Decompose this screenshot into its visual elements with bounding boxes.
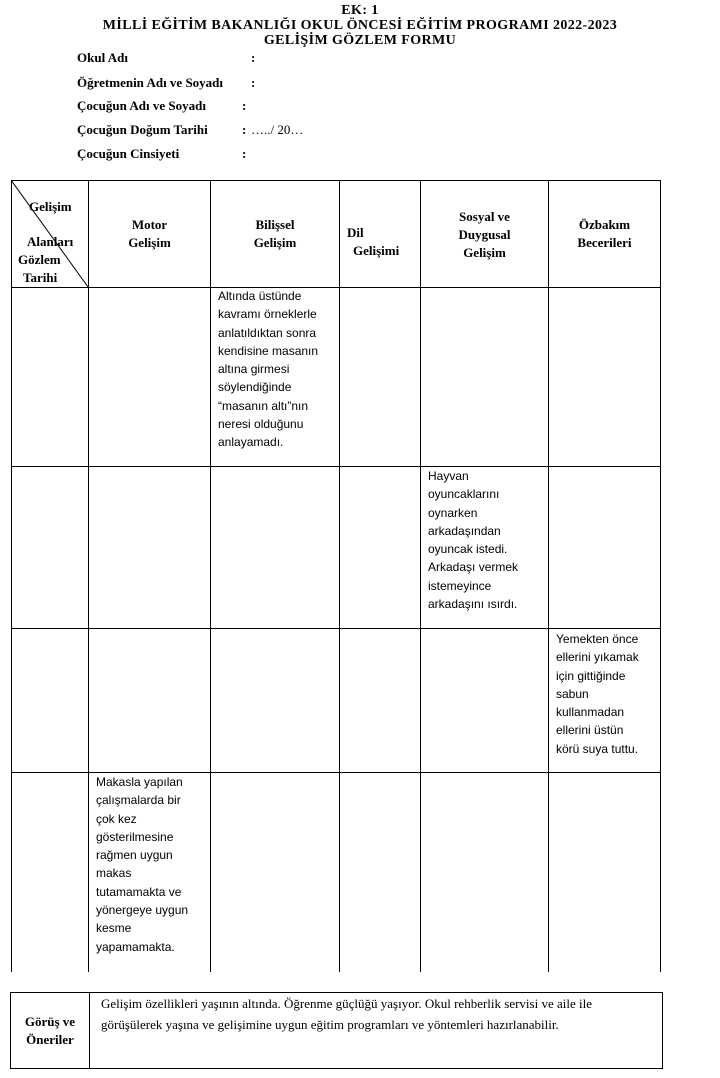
col-divider-3 [339,180,340,972]
teacher-name-colon: : [251,75,256,90]
column-header-sosyal: Sosyal ve Duygusal Gelişim [458,209,511,260]
col-divider-5 [548,180,549,972]
opinions-suggestions-label: Görüş ve Öneriler [24,1013,76,1047]
row-1-bottom-border [11,466,661,467]
table-left-border [11,180,12,972]
observation-table [11,180,661,972]
col-divider-4 [420,180,421,972]
opinions-suggestions-box [10,992,663,1069]
col-divider-2 [210,180,211,972]
observation-row-3-ozbakim: Yemekten önce ellerini yıkamak için gittiğinde sabun kullanmadan ellerini üstün körü suya tuttu. [556,632,639,756]
observation-row-2-sosyal: Hayvan oyuncaklarını oynarken arkadaşından oyuncak istedi. Arkadaşı vermek istemeyince arkadaşını ısırdı. [428,469,519,612]
corner-label-alanlari: Alanları [27,234,74,249]
ministry-program-title: MİLLİ EĞİTİM BAKANLIĞI OKUL ÖNCESİ EĞİTİM PROGRAMI 2022-2023 [102,18,618,33]
column-header-motor: Motor Gelişim [128,217,171,250]
observation-row-4-motor: Makasla yapılan çalışmalarda bir çok kez gösterilmesine rağmen uygun makas tutamamakta ve yönergeye uygun kesme yapamamakta. [96,775,189,954]
opinions-divider [89,993,90,1068]
row-2-bottom-border [11,628,661,629]
school-name-colon: : [251,50,256,65]
gender-label: Çocuğun Cinsiyeti [77,146,180,161]
table-top-border [11,180,661,181]
corner-label-gelisim: Gelişim [29,199,72,214]
column-header-bilissel: Bilişsel Gelişim [253,217,297,250]
birth-date-label: Çocuğun Doğum Tarihi [77,122,208,137]
form-title: GELİŞİM GÖZLEM FORMU [263,33,457,48]
corner-label-tarihi: Tarihi [23,270,58,285]
teacher-name-label: Öğretmenin Adı ve Soyadı [77,75,224,90]
table-right-border [660,180,661,972]
child-name-label: Çocuğun Adı ve Soyadı [77,98,206,113]
child-name-colon: : [242,98,247,113]
col-divider-1 [88,180,89,972]
column-header-ozbakim: Özbakım Becerileri [577,217,632,250]
school-name-label: Okul Adı [77,50,128,65]
observation-row-1-bilissel: Altında üstünde kavramı örneklerle anlatıldıktan sonra kendisine masanın altına girmesi söylendiğinde “masanın altı”nın neresi olduğunu anlayamadı. [218,289,319,450]
form-annex-label: EK: 1 [341,3,379,18]
column-header-dil: Dil Gelişimi [347,225,400,258]
gender-colon: : [242,146,247,161]
birth-date-value: …../ 20… [251,122,304,137]
birth-date-colon: : [242,122,247,137]
corner-label-gozlem: Gözlem [18,252,61,267]
opinions-suggestions-text: Gelişim özellikleri yaşının altında. Öğrenme güçlüğü yaşıyor. Okul rehberlik servisi ve aile ile görüşülerek yaşına ve gelişimine uygun eğitim programları ve yöntemleri hazırlanabilir. [101,996,592,1032]
header-bottom-border [11,287,661,288]
